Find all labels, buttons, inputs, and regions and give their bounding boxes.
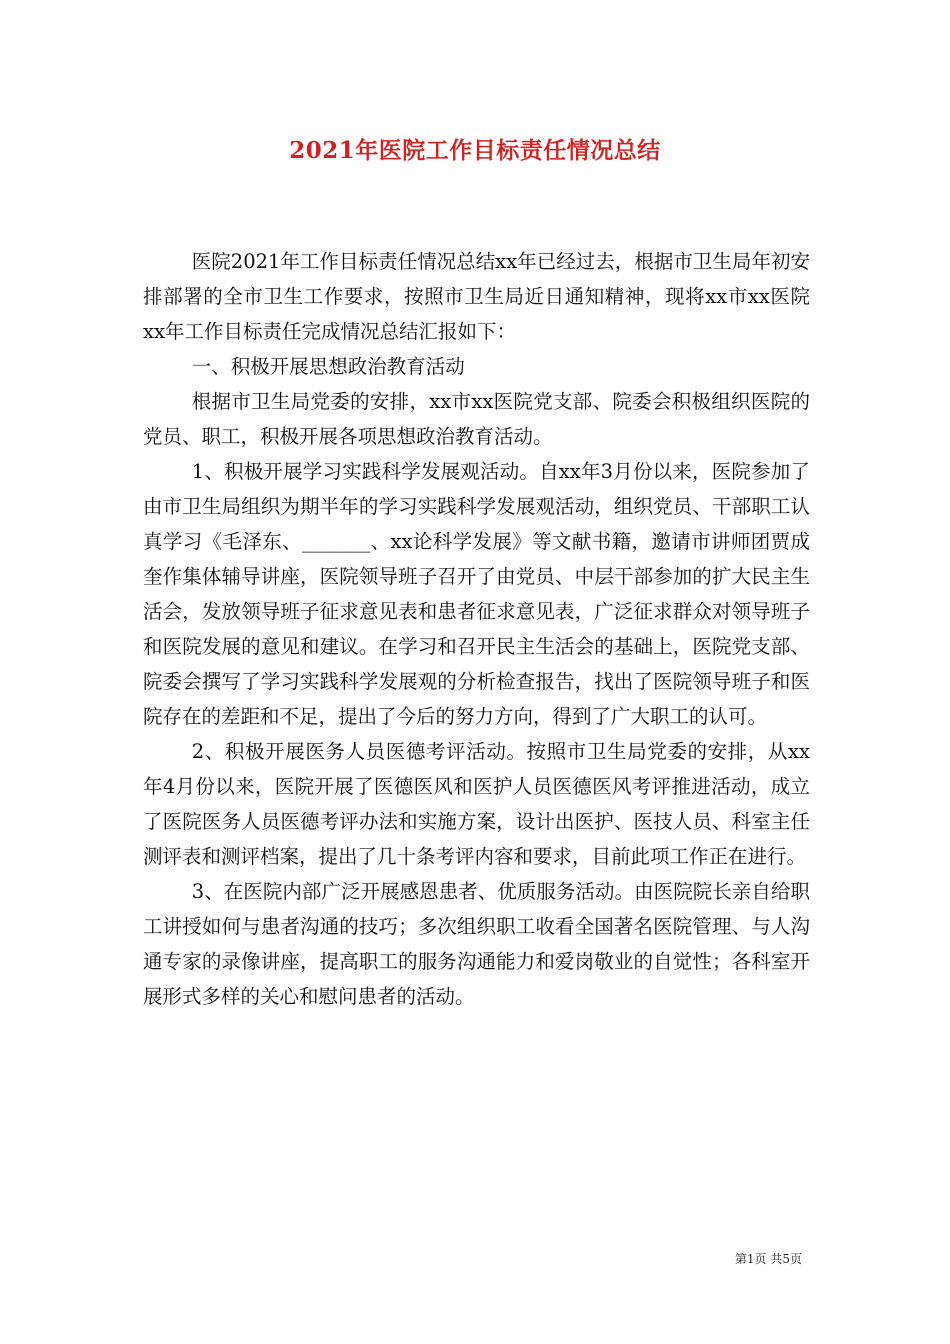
- intro-paragraph: 医院2021年工作目标责任情况总结xx年已经过去，根据市卫生局年初安排部署的全市卫生工作要求，按照市卫生局近日通知精神，现将xx市xx医院xx年工作目标责任完成情况总结汇报如下：: [143, 250, 810, 343]
- body-paragraph: 2、积极开展医务人员医德考评活动。按照市卫生局党委的安排，从xx年4月份以来，医院开展了医德医风和医护人员医德医风考评推进活动，成立了医院医务人员医德考评办法和实施方案，设计出医护、医技人员、科室主任测评表和测评档案，提出了几十条考评内容和要求，目前此项工作正在进行。: [143, 740, 810, 868]
- body-paragraph: 根据市卫生局党委的安排，xx市xx医院党支部、院委会积极组织医院的党员、职工，积极开展各项思想政治教育活动。: [143, 390, 810, 448]
- document-body: [143, 244, 810, 1014]
- body-paragraph: 3、在医院内部广泛开展感恩患者、优质服务活动。由医院院长亲自给职工讲授如何与患者沟通的技巧；多次组织职工收看全国著名医院管理、与人沟通专家的录像讲座，提高职工的服务沟通能力和爱岗敬业的自觉性；各科室开展形式多样的关心和慰问患者的活动。: [143, 880, 810, 1008]
- document-title: 2021年医院工作目标责任情况总结: [289, 137, 661, 164]
- page-number: 第1页 共5页: [734, 1252, 802, 1266]
- section-heading: 一、积极开展思想政治教育活动: [191, 355, 465, 378]
- body-paragraph: 1、积极开展学习实践科学发展观活动。自xx年3月份以来，医院参加了由市卫生局组织为期半年的学习实践科学发展观活动，组织党员、干部职工认真学习《毛泽东、_______、xx论科学发展》等文献书籍，邀请市讲师团贾成奎作集体辅导讲座，医院领导班子召开了由党员、中层干部参加的扩大民主生活会，发放领导班子征求意见表和患者征求意见表，广泛征求群众对领导班子和医院发展的意见和建议。在学习和召开民主生活会的基础上，医院党支部、院委会撰写了学习实践科学发展观的分析检查报告，找出了医院领导班子和医院存在的差距和不足，提出了今后的努力方向，得到了广大职工的认可。: [143, 460, 810, 728]
